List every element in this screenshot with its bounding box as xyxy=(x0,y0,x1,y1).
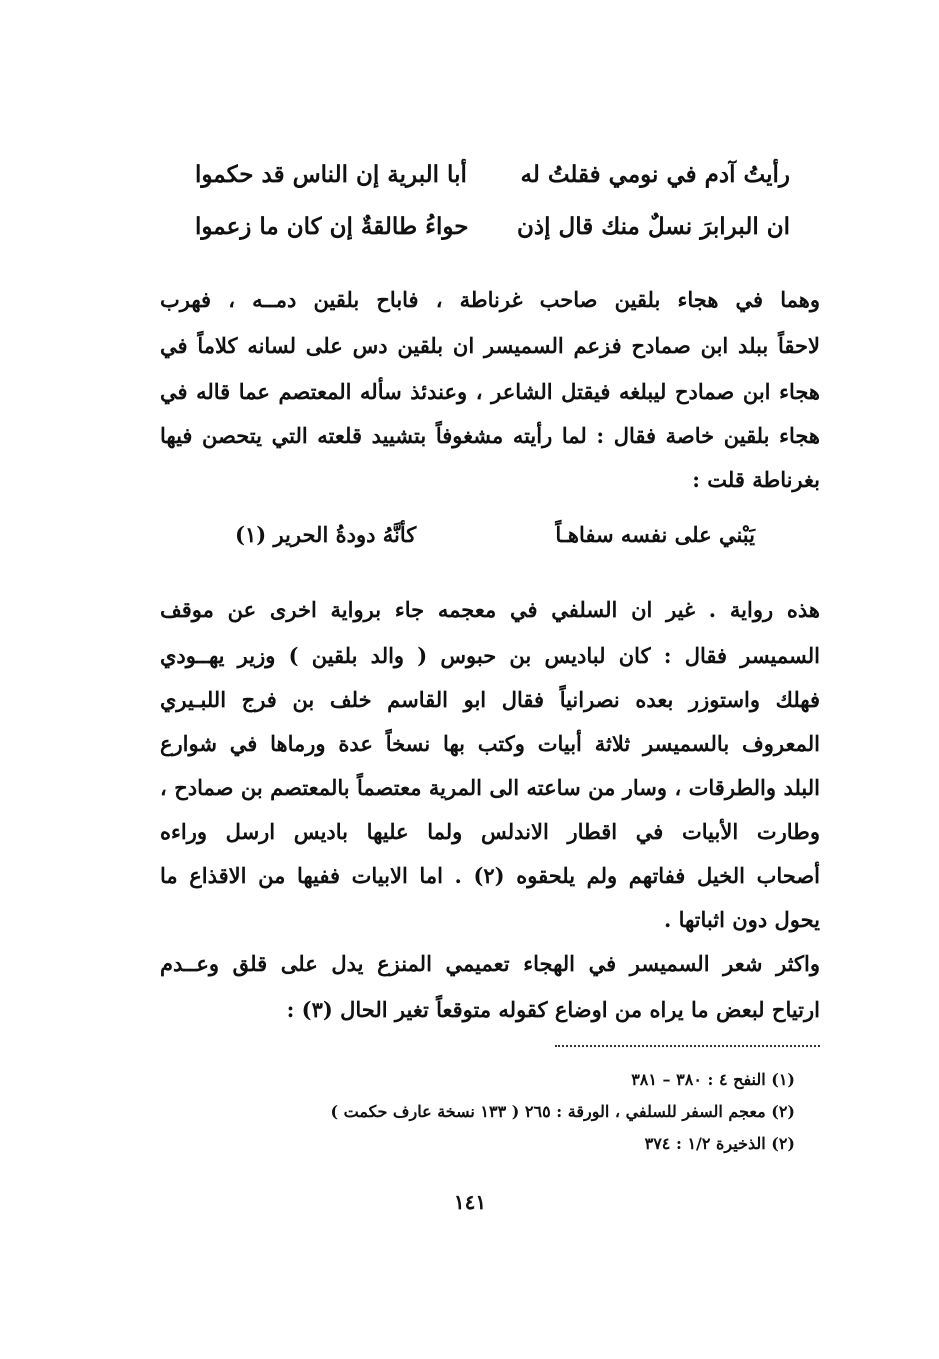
verse-line-1 xyxy=(195,152,790,196)
paragraph2-line: يحول دون اثباتها . xyxy=(663,907,820,932)
verse-hemistich-right: يَبْني على نفسه سفاهـاً xyxy=(555,521,755,547)
paragraph1-line: هجاء بلقين خاصة فقال : لما رأيته مشغوفاً بتشييد قلعته التي يتحصن فيها xyxy=(160,423,820,448)
paragraph3-line: ارتياح لبعض ما يراه من اوضاع كقوله متوقعاً تغير الحال (٣) : xyxy=(286,997,820,1022)
paragraph2-line: السميسر فقال : كان لباديس بن حبوس ( والد بلقين ) وزير يهــودي xyxy=(160,643,820,668)
footnote-3: (٢) الذخيرة ١/٢ : ٣٧٤ xyxy=(644,1134,795,1153)
footnote-2: (٢) معجم السفر للسلفي ، الورقة : ٢٦٥ ( ١٣٣ نسخة عارف حكمت ) xyxy=(330,1102,795,1121)
verse-hemistich-right: ان البرابرَ نسلٌ منك قال إذن xyxy=(516,212,790,240)
paragraph1-line: وهما في هجاء بلقين صاحب غرناطة ، فاباح بلقين دمــه ، فهرب xyxy=(160,287,820,312)
paragraph1-line: لاحقاً ببلد ابن صمادح فزعم السميسر ان بلقين دس على لسانه كلاماً في xyxy=(160,333,820,358)
verse-hemistich-left: حواءُ طالقةٌ إن كان ما زعموا xyxy=(195,212,469,240)
verse-line-2 xyxy=(195,204,790,248)
paragraph2-line: البلد والطرقات ، وسار من ساعته الى المرية معتصماً بالمعتصم بن صمادح ، xyxy=(160,775,820,800)
footnote-divider xyxy=(555,1045,820,1047)
paragraph2-line: المعروف بالسميسر ثلاثة أبيات وكتب بها نسخاً عدة ورماها في شوارع xyxy=(160,731,820,756)
footnote-1: (١) النفح ٤ : ٣٨٠ – ٣٨١ xyxy=(631,1070,795,1089)
paragraph2-line: وطارت الأبيات في اقطار الاندلس ولما عليها باديس ارسل وراءه xyxy=(160,819,820,844)
page-number: ١٤١ xyxy=(453,1190,487,1214)
paragraph2-line: فهلك واستوزر بعده نصرانياً فقال ابو القاسم خلف بن فرج اللبـيري xyxy=(160,687,820,712)
verse-hemistich-left: أبا البرية إن الناس قد حكموا xyxy=(195,160,467,188)
paragraph1-line: بغرناطة قلت : xyxy=(692,467,820,492)
paragraph2-line: هذه رواية . غير ان السلفي في معجمه جاء برواية اخرى عن موقف xyxy=(160,597,820,622)
paragraph1-line: هجاء ابن صمادح ليبلغه فيقتل الشاعر ، وعندئذ سأله المعتصم عما قاله في xyxy=(160,379,820,404)
paragraph3-line: واكثر شعر السميسر في الهجاء تعميمي المنزع يدل على قلق وعــدم xyxy=(160,951,820,976)
verse-hemistich-right: رأيتُ آدم في نومي فقلتُ له xyxy=(520,160,790,188)
paragraph2-line: أصحاب الخيل ففاتهم ولم يلحقوه (٢) . اما الابيات ففيها من الاقذاع ما xyxy=(160,863,820,888)
verse-line-3 xyxy=(235,512,755,556)
verse-hemistich-left: كأنَّهُ دودةُ الحرير (١) xyxy=(235,521,417,547)
